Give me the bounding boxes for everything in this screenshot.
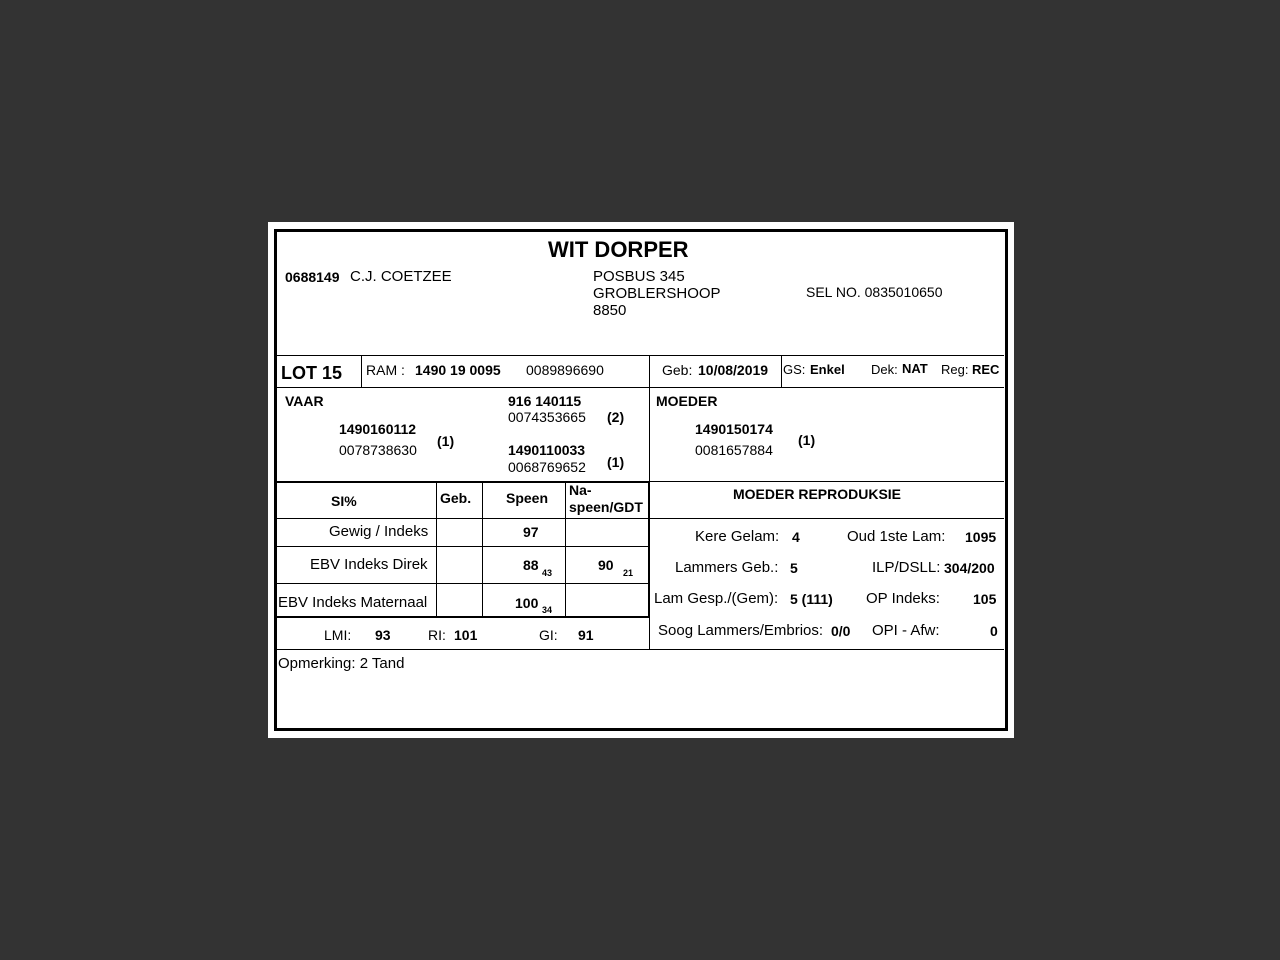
row-direk-naspeen: 90 bbox=[598, 557, 614, 573]
geb-header: Geb. bbox=[440, 490, 472, 506]
si-col-divider-3 bbox=[565, 481, 566, 617]
moeder-count: (1) bbox=[798, 432, 816, 448]
ri-value: 101 bbox=[454, 627, 478, 643]
naspeen-header-1: Na- bbox=[569, 482, 592, 498]
vaar-dam-count: (1) bbox=[607, 454, 625, 470]
gs-label: GS: bbox=[783, 362, 806, 377]
row-maternaal-speen-sub: 34 bbox=[542, 605, 553, 615]
vaar-label: VAAR bbox=[285, 393, 324, 409]
si-row-divider-1 bbox=[277, 518, 649, 519]
row-gewig-speen: 97 bbox=[523, 524, 539, 540]
speen-header: Speen bbox=[506, 490, 549, 506]
ram-id: 1490 19 0095 bbox=[415, 362, 501, 378]
moeder-label: MOEDER bbox=[656, 393, 718, 409]
geb-divider bbox=[781, 355, 782, 387]
reg-value: REC bbox=[972, 362, 1000, 377]
vaar-reg: 0078738630 bbox=[339, 442, 417, 458]
row-direk-speen-sub: 43 bbox=[542, 568, 553, 578]
ri-label: RI: bbox=[428, 627, 446, 643]
repro-title-divider bbox=[650, 518, 1004, 519]
row-maternaal-speen: 100 bbox=[515, 595, 539, 611]
vaar-sire-count: (2) bbox=[607, 409, 625, 425]
breed-title: WIT DORPER bbox=[548, 237, 689, 262]
rule-header bbox=[277, 355, 1004, 356]
lmi-value: 93 bbox=[375, 627, 391, 643]
rule-lot bbox=[277, 387, 1004, 388]
vaar-dam-id: 1490110033 bbox=[508, 442, 586, 458]
row-direk-label: EBV Indeks Direk bbox=[310, 556, 428, 573]
repro-title: MOEDER REPRODUKSIE bbox=[733, 486, 902, 502]
address-line-3: 8850 bbox=[593, 302, 627, 319]
op-indeks-value: 105 bbox=[973, 591, 997, 607]
vaar-dam-reg: 0068769652 bbox=[508, 459, 586, 475]
geb-label: Geb: bbox=[662, 362, 693, 378]
si-header: SI% bbox=[331, 493, 357, 509]
lammers-geb-label: Lammers Geb.: bbox=[675, 559, 779, 576]
vaar-count: (1) bbox=[437, 433, 455, 449]
moeder-id: 1490150174 bbox=[695, 421, 773, 437]
opi-afw-label: OPI - Afw: bbox=[872, 622, 940, 639]
moeder-reg: 0081657884 bbox=[695, 442, 773, 458]
naspeen-header-2: speen/GDT bbox=[569, 499, 643, 515]
address-line-2: GROBLERSHOOP bbox=[593, 285, 721, 302]
lmi-label: LMI: bbox=[324, 627, 352, 643]
row-direk-naspeen-sub: 21 bbox=[623, 568, 634, 578]
lot-number: LOT 15 bbox=[281, 363, 343, 383]
vaar-id: 1490160112 bbox=[339, 421, 417, 437]
ilp-dsll-label: ILP/DSLL: bbox=[872, 559, 941, 576]
rule-indices bbox=[277, 649, 1004, 650]
reg-label: Reg: bbox=[941, 362, 969, 377]
gi-value: 91 bbox=[578, 627, 594, 643]
lammers-geb-value: 5 bbox=[790, 560, 798, 576]
oud-1ste-lam-value: 1095 bbox=[965, 529, 997, 545]
breeder-code: 0688149 bbox=[285, 269, 340, 285]
geb-date: 10/08/2019 bbox=[698, 362, 769, 378]
si-table-top bbox=[277, 481, 650, 483]
row-maternaal-label: EBV Indeks Maternaal bbox=[278, 594, 428, 611]
si-col-divider-2 bbox=[482, 481, 483, 617]
breeder-name: C.J. COETZEE bbox=[350, 268, 452, 285]
kere-gelam-label: Kere Gelam: bbox=[695, 528, 780, 545]
ram-reg: 0089896690 bbox=[526, 362, 604, 378]
soog-lammers-value: 0/0 bbox=[831, 623, 851, 639]
soog-lammers-label: Soog Lammers/Embrios: bbox=[658, 622, 824, 639]
lam-gesp-value: 5 (111) bbox=[790, 591, 833, 607]
ilp-dsll-value: 304/200 bbox=[944, 560, 995, 576]
lot-divider bbox=[361, 355, 362, 387]
row-direk-speen: 88 bbox=[523, 557, 539, 573]
dek-label: Dek: bbox=[871, 362, 898, 377]
address-line-1: POSBUS 345 bbox=[593, 268, 685, 285]
si-row-divider-2 bbox=[277, 546, 649, 547]
vaar-sire-id: 916 140115 bbox=[508, 393, 582, 409]
si-table-bottom bbox=[277, 616, 650, 618]
gi-label: GI: bbox=[539, 627, 558, 643]
vaar-sire-reg: 0074353665 bbox=[508, 409, 586, 425]
opi-afw-value: 0 bbox=[990, 623, 998, 639]
sel-no-label: SEL NO. bbox=[806, 284, 861, 300]
kere-gelam-value: 4 bbox=[792, 529, 800, 545]
dek-value: NAT bbox=[902, 361, 928, 376]
sel-no bbox=[806, 284, 943, 300]
si-row-divider-3 bbox=[277, 583, 649, 584]
row-gewig-label: Gewig / Indeks bbox=[329, 523, 429, 540]
si-col-divider-1 bbox=[436, 481, 437, 617]
si-table-right bbox=[648, 481, 650, 618]
gs-value: Enkel bbox=[810, 362, 845, 377]
lam-gesp-label: Lam Gesp./(Gem): bbox=[654, 590, 779, 607]
op-indeks-label: OP Indeks: bbox=[866, 590, 940, 607]
opmerking: Opmerking: 2 Tand bbox=[278, 655, 405, 672]
sel-no-value: 0835010650 bbox=[864, 284, 943, 300]
ram-label: RAM : bbox=[366, 362, 405, 378]
oud-1ste-lam-label: Oud 1ste Lam: bbox=[847, 528, 946, 545]
